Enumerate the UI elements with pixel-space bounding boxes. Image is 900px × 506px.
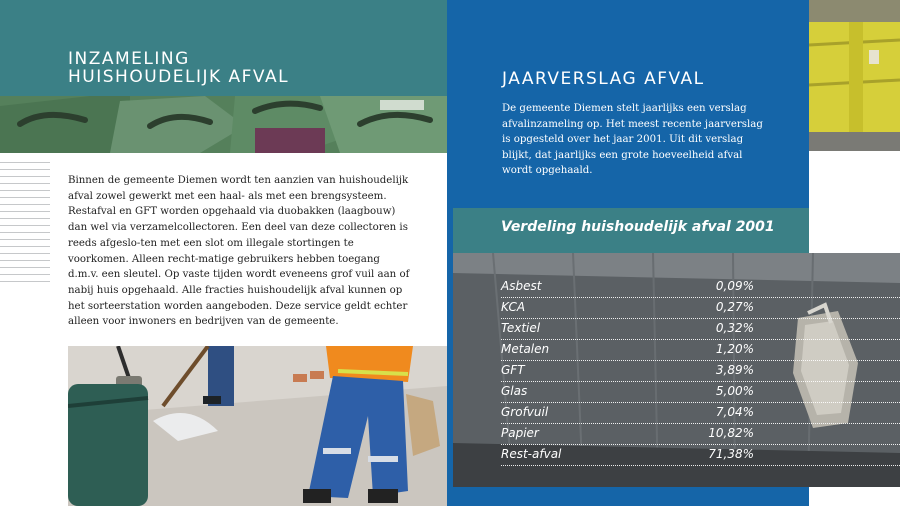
row-label: GFT: [501, 363, 525, 377]
row-value: 1,20%: [715, 342, 754, 356]
table-row: [501, 424, 900, 445]
row-label: Grofvuil: [501, 405, 549, 419]
table-row: [501, 277, 900, 298]
photo-yellow-containers: [809, 0, 900, 151]
section-title-inzameling: [68, 50, 289, 86]
row-label: Glas: [501, 384, 528, 398]
table-row: [501, 445, 900, 466]
annual-report-text: De gemeente Diemen stelt jaarlijks een verslag afvalinzameling op. Het meest recente jaarverslag is opgesteld over het jaar 2001. Uit dit verslag blijkt, dat jaarlijks een grote hoeveelheid afval wordt opgehaald.: [502, 103, 763, 177]
table-row: [501, 403, 900, 424]
table-row: [501, 340, 900, 361]
row-value: 3,89%: [715, 363, 754, 377]
row-value: 0,09%: [715, 279, 754, 293]
row-label: Papier: [501, 426, 539, 440]
row-value: 7,04%: [715, 405, 754, 419]
row-label: Textiel: [501, 321, 541, 335]
photo-workers-sweeping: [68, 346, 447, 506]
row-label: Rest-afval: [501, 447, 562, 461]
workers-illustration: [68, 346, 447, 506]
table-row: [501, 361, 900, 382]
row-value: 10,82%: [708, 426, 754, 440]
row-value: 0,32%: [715, 321, 754, 335]
table-title: Verdeling huishoudelijk afval 2001: [501, 219, 775, 235]
row-label: Asbest: [501, 279, 542, 293]
containers-illustration: [809, 0, 900, 151]
section-title-jaarverslag: JAARVERSLAG AFVAL: [502, 69, 705, 89]
row-label: Metalen: [501, 342, 550, 356]
row-value: 5,00%: [715, 384, 754, 398]
title-line-1: INZAMELING: [68, 49, 190, 69]
waste-bins-illustration: [0, 96, 447, 153]
photo-waste-bins: [0, 96, 447, 153]
table-row: [501, 319, 900, 340]
collection-body-text: Binnen de gemeente Diemen wordt ten aanzien van huishoudelijk afval zowel gewerkt met een haal- als met een brengsysteem. Restafval en GFT worden opgehaald via duobakken (laagbouw) dan wel via verzamelcollectoren. Een deel van deze collectoren is reeds afgeslo-ten met een slot om illegale stortingen te voorkomen. Alleen recht-matige gebruikers hebben toegang d.m.v. een sleutel. Op vaste tijden wordt eveneens grof vuil aan of nabij huis opgehaald. Alle fracties huishoudelijk afval kunnen op het sorteerstation worden aangeboden. Deze service geldt echter alleen voor inwoners en bedrijven van de gemeente.: [68, 175, 410, 328]
row-label: KCA: [501, 300, 526, 314]
decorative-stripes: [0, 162, 50, 288]
row-value: 0,27%: [715, 300, 754, 314]
title-line-2: HUISHOUDELIJK AFVAL: [68, 67, 290, 87]
row-value: 71,38%: [708, 447, 754, 461]
waste-distribution-table: [501, 277, 900, 466]
table-row: [501, 382, 900, 403]
table-row: [501, 298, 900, 319]
